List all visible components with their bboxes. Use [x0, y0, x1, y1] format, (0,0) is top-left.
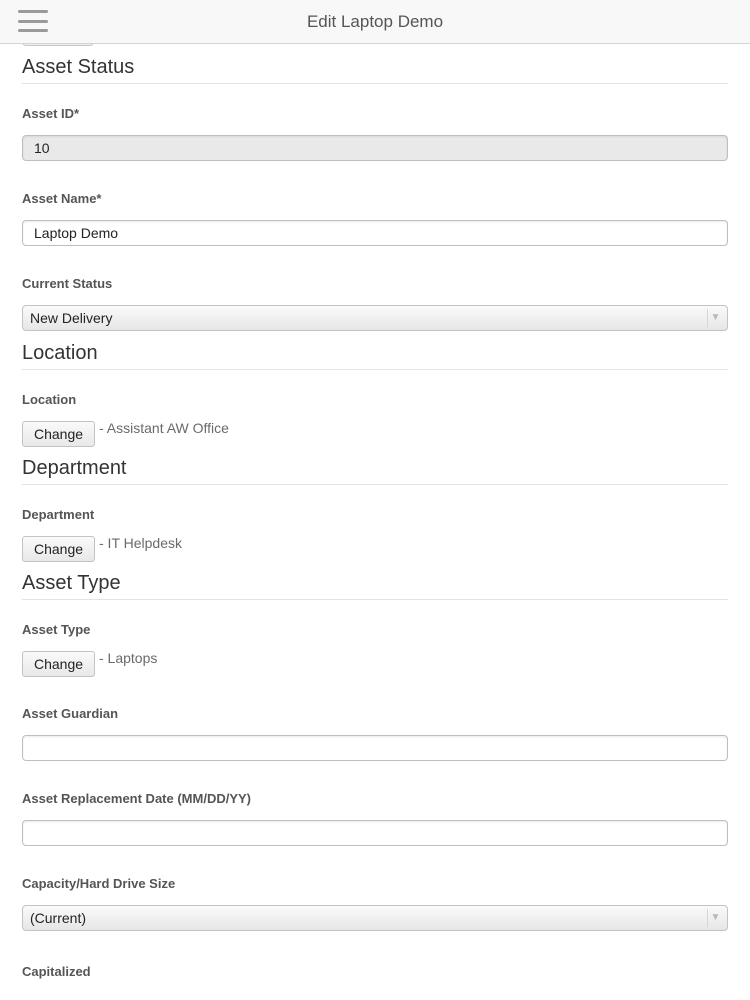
asset-name-label: Asset Name*: [22, 191, 102, 206]
top-navigation-bar: [0, 0, 750, 44]
section-heading-department: Department: [22, 457, 728, 485]
current-status-label: Current Status: [22, 276, 113, 291]
edit-asset-form: [22, 56, 728, 993]
asset-type-value: - Laptops: [99, 650, 158, 666]
department-value: - IT Helpdesk: [99, 535, 182, 551]
capacity-value: (Current): [30, 910, 87, 926]
section-heading-asset-type: Asset Type: [22, 572, 728, 600]
location-label: Location: [22, 392, 77, 407]
current-status-select[interactable]: [22, 305, 728, 331]
replacement-date-input[interactable]: [22, 820, 728, 846]
department-label: Department: [22, 507, 95, 522]
asset-id-label: Asset ID*: [22, 106, 80, 121]
capacity-select[interactable]: [22, 905, 728, 931]
asset-type-label: Asset Type: [22, 622, 91, 637]
change-department-button[interactable]: Change: [22, 536, 95, 562]
current-status-value: New Delivery: [30, 310, 113, 326]
capacity-label: Capacity/Hard Drive Size: [22, 876, 176, 891]
asset-id-input[interactable]: [22, 135, 728, 161]
department-row: [22, 536, 728, 564]
chevron-down-icon: ▼: [707, 909, 723, 927]
location-row: [22, 421, 728, 449]
change-location-button[interactable]: Change: [22, 421, 95, 447]
capitalized-label: Capitalized: [22, 964, 91, 979]
location-value: - Assistant AW Office: [99, 420, 229, 436]
asset-type-row: [22, 651, 728, 679]
asset-name-input[interactable]: [22, 220, 728, 246]
section-heading-location: Location: [22, 342, 728, 370]
asset-guardian-label: Asset Guardian: [22, 706, 119, 721]
page-title: Edit Laptop Demo: [306, 12, 444, 31]
replacement-date-label: Asset Replacement Date (MM/DD/YY): [22, 791, 251, 806]
section-heading-asset-status: Asset Status: [22, 56, 728, 84]
change-asset-type-button[interactable]: Change: [22, 651, 95, 677]
chevron-down-icon: ▼: [707, 309, 723, 327]
asset-guardian-input[interactable]: [22, 735, 728, 761]
